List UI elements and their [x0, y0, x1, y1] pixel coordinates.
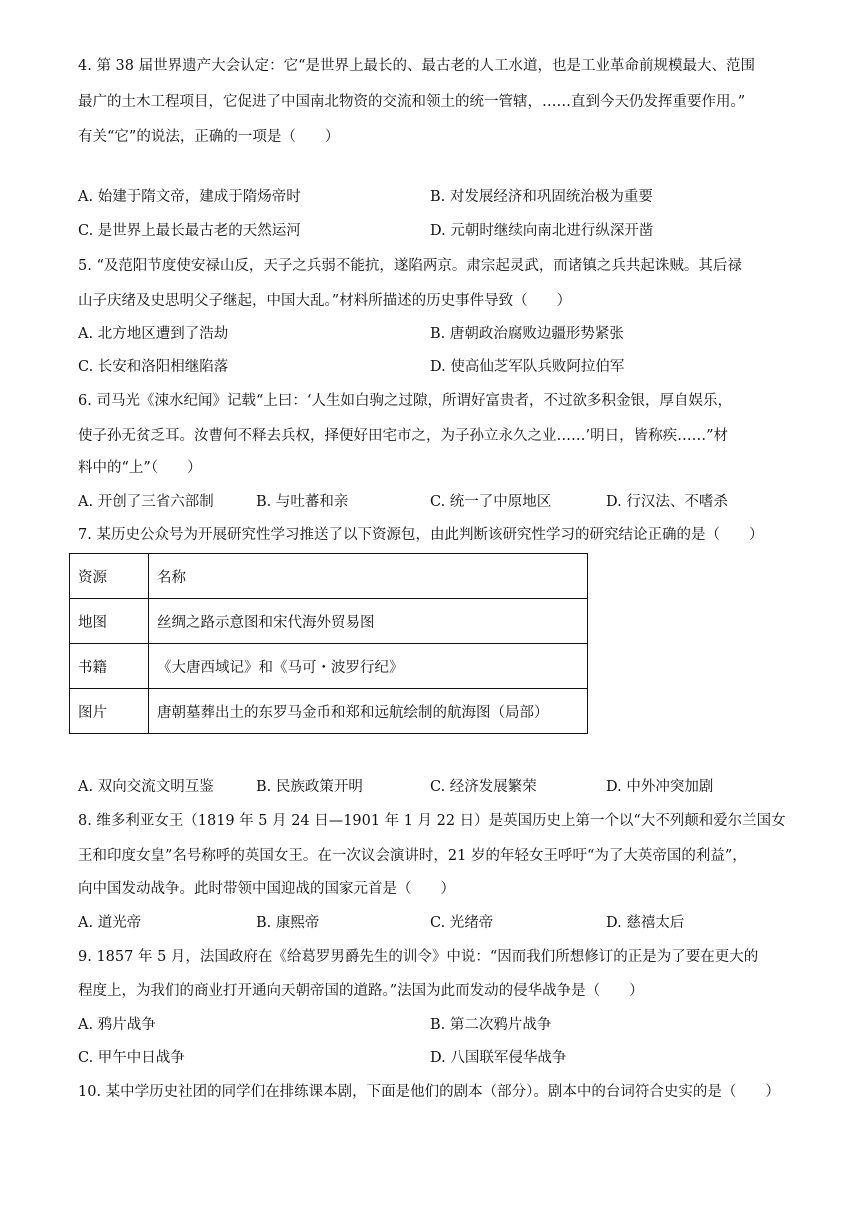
- q4-stem-line-2: 最广的土木工程项目，它促进了中国南北物资的交流和领土的统一管辖，……直到今天仍发挥重要作用。”: [78, 94, 746, 110]
- q8-option-c: C. 光绪帝: [430, 915, 494, 931]
- q6-option-b: B. 与吐蕃和亲: [256, 494, 349, 510]
- q9-stem-line-1: 9. 1857 年 5 月，法国政府在《给葛罗男爵先生的训令》中说：“因而我们所想修订的正是为了要在更大的: [78, 949, 759, 965]
- q8-stem-line-1: 8. 维多利亚女王（1819 年 5 月 24 日—1901 年 1 月 22 日）是英国历史上第一个以“大不列颠和爱尔兰国女: [78, 813, 786, 829]
- table-header-cell: 名称: [149, 554, 588, 599]
- q9-option-a: A. 鸦片战争: [78, 1017, 156, 1033]
- q5-option-a: A. 北方地区遭到了浩劫: [78, 326, 229, 342]
- q7-option-a: A. 双向交流文明互鉴: [78, 779, 214, 795]
- q7-option-c: C. 经济发展繁荣: [430, 779, 537, 795]
- q9-option-c: C. 甲午中日战争: [78, 1050, 185, 1066]
- q5-option-c: C. 长安和洛阳相继陷落: [78, 359, 229, 375]
- table-cell: 丝绸之路示意图和宋代海外贸易图: [149, 599, 588, 644]
- q5-stem-line-2: 山子庆绪及史思明父子继起，中国大乱。”材料所描述的历史事件导致（ ）: [78, 293, 572, 309]
- q8-option-b: B. 康熙帝: [256, 915, 320, 931]
- q4-option-d: D. 元朝时继续向南北进行纵深开凿: [430, 223, 654, 239]
- table-cell: 地图: [70, 599, 149, 644]
- table-row: [70, 554, 588, 599]
- q8-stem-line-2: 王和印度女皇”名号称呼的英国女王。在一次议会演讲时，21 岁的年轻女王呼吁“为了大英帝国的利益”，: [78, 848, 747, 864]
- q6-option-a: A. 开创了三省六部制: [78, 494, 214, 510]
- q8-option-a: A. 道光帝: [78, 915, 142, 931]
- q5-option-d: D. 使高仙芝军队兵败阿拉伯军: [430, 359, 625, 375]
- q6-option-d: D. 行汉法、不嗜杀: [606, 494, 728, 510]
- q4-option-c: C. 是世界上最长最古老的天然运河: [78, 223, 301, 239]
- table-cell: 图片: [70, 689, 149, 734]
- table-header-cell: 资源: [70, 554, 149, 599]
- q8-option-d: D. 慈禧太后: [606, 915, 685, 931]
- q9-option-b: B. 第二次鸦片战争: [430, 1017, 552, 1033]
- q7-option-d: D. 中外冲突加剧: [606, 779, 714, 795]
- q6-option-c: C. 统一了中原地区: [430, 494, 552, 510]
- table-row: [70, 689, 588, 734]
- q5-stem-line-1: 5. “及范阳节度使安禄山反，天子之兵弱不能抗，遂陷两京。肃宗起灵武，而诸镇之兵共起诛贼。其后禄: [78, 258, 742, 274]
- table-cell: 唐朝墓葬出土的东罗马金币和郑和远航绘制的航海图（局部）: [149, 689, 588, 734]
- q5-option-b: B. 唐朝政治腐败边疆形势紧张: [430, 326, 624, 342]
- q6-stem-line-2: 使子孙无贫乏耳。汝曹何不释去兵权，择便好田宅市之，为子孙立永久之业……’明日，皆称疾……”材: [78, 428, 729, 444]
- resource-table: [69, 553, 588, 734]
- q10-stem-line-1: 10. 某中学历史社团的同学们在排练课本剧，下面是他们的剧本（部分）。剧本中的台词符合史实的是（ ）: [78, 1084, 780, 1100]
- table-row: [70, 644, 588, 689]
- q9-option-d: D. 八国联军侵华战争: [430, 1050, 567, 1066]
- table-cell: 书籍: [70, 644, 149, 689]
- q4-option-a: A. 始建于隋文帝，建成于隋炀帝时: [78, 189, 301, 205]
- q6-stem-line-1: 6. 司马光《涑水纪闻》记载“上曰：‘人生如白驹之过隙，所谓好富贵者，不过欲多积金银，厚自娱乐，: [78, 393, 732, 409]
- table-cell: 《大唐西域记》和《马可・波罗行纪》: [149, 644, 588, 689]
- q4-stem-line-1: 4. 第 38 届世界遗产大会认定：它“是世界上最长的、最古老的人工水道，也是工业革命前规模最大、范围: [78, 58, 756, 74]
- q4-option-b: B. 对发展经济和巩固统治极为重要: [430, 189, 653, 205]
- q7-stem-line-1: 7. 某历史公众号为开展研究性学习推送了以下资源包，由此判断该研究性学习的研究结论正确的是（ ）: [78, 527, 764, 543]
- q4-stem-line-3: 有关“它”的说法，正确的一项是（ ）: [78, 129, 340, 145]
- q9-stem-line-2: 程度上，为我们的商业打开通向天朝帝国的道路。”法国为此而发动的侵华战争是（ ）: [78, 983, 644, 999]
- q6-stem-line-3: 料中的“上”（ ）: [78, 460, 202, 476]
- table-row: [70, 599, 588, 644]
- q8-stem-line-3: 向中国发动战争。此时带领中国迎战的国家元首是（ ）: [78, 881, 455, 897]
- q7-option-b: B. 民族政策开明: [256, 779, 363, 795]
